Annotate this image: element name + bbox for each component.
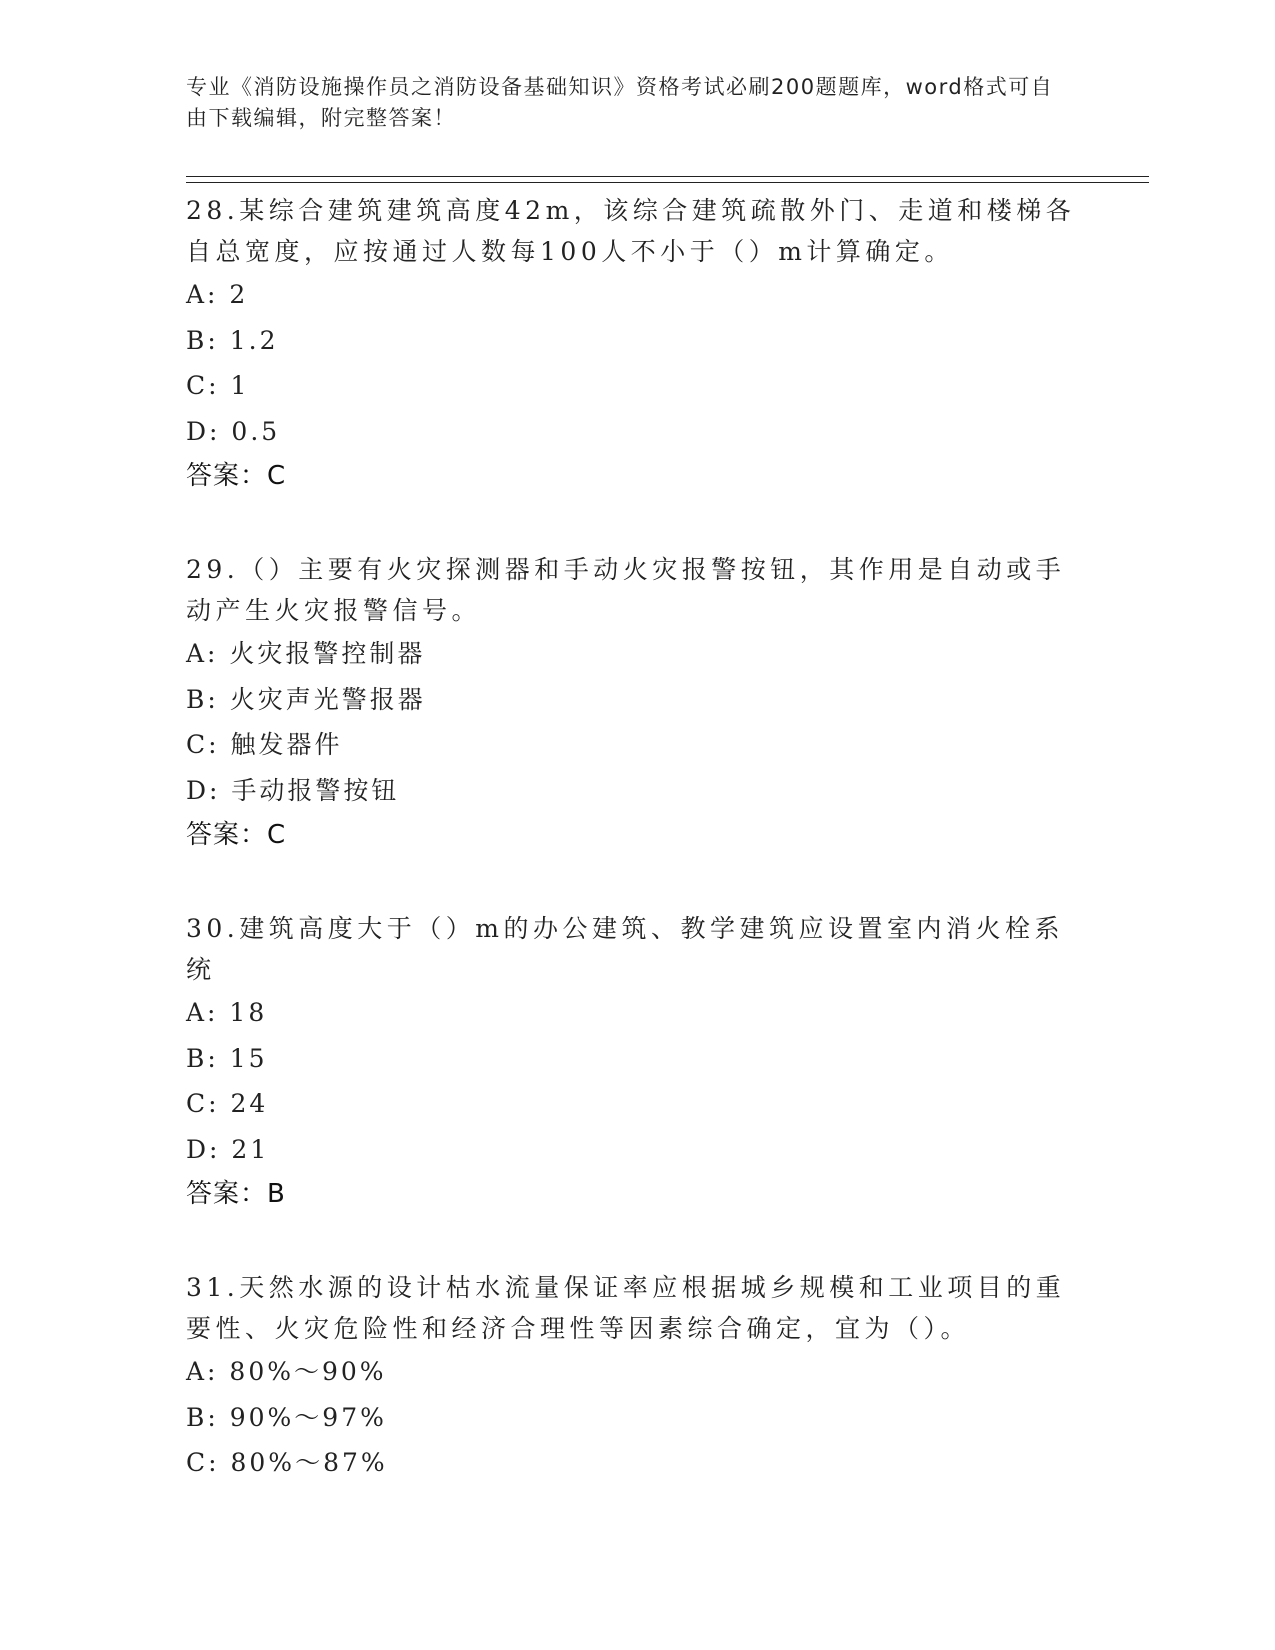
answer-label: 答案：: [186, 1179, 268, 1209]
document-header: 专业《消防设施操作员之消防设备基础知识》资格考试必刷200题题库，word格式可自由下载编辑，附完整答案！: [186, 75, 1054, 130]
answer-value: C: [267, 461, 287, 491]
option-c: C: 24: [186, 1089, 269, 1118]
question-text: 28.某综合建筑建筑高度42m，该综合建筑疏散外门、走道和楼梯各自总宽度，应按通过人数每100人不小于（）m计算确定。: [186, 196, 1076, 266]
question-text: 31.天然水源的设计枯水流量保证率应根据城乡规模和工业项目的重要性、火灾危险性和经济合理性等因素综合确定，宜为（）。: [186, 1273, 1066, 1343]
option-a: A: 80%～90%: [186, 1357, 387, 1386]
option-b: B: 15: [186, 1043, 268, 1073]
option-b: B: 90%～97%: [186, 1402, 387, 1432]
answer-label: 答案：: [186, 820, 268, 850]
option-b: B: 1.2: [186, 325, 279, 355]
question-list: [186, 190, 1086, 1536]
option-b: B: 火灾声光警报器: [186, 684, 426, 714]
answer-label: 答案：: [186, 461, 268, 491]
answer-line: [186, 454, 1086, 499]
answer-value: C: [267, 820, 287, 850]
option-a: A: 火灾报警控制器: [186, 639, 426, 668]
header-divider-top: [186, 176, 1149, 177]
option-d: D: 手动报警按钮: [186, 775, 400, 805]
answer-line: [186, 813, 1086, 858]
option-c: C: 1: [186, 371, 250, 400]
header-divider-bottom: [186, 182, 1149, 183]
question-text: 29.（）主要有火灾探测器和手动火灾报警按钮，其作用是自动或手动产生火灾报警信号。: [186, 555, 1066, 625]
option-d: D: 21: [186, 1134, 270, 1164]
option-c: C: 80%～87%: [186, 1448, 388, 1477]
question-item: [186, 908, 1086, 1217]
option-c: C: 触发器件: [186, 730, 343, 759]
option-a: A: 2: [186, 280, 249, 309]
question-item: [186, 549, 1086, 858]
question-item: [186, 1267, 1086, 1486]
answer-value: B: [267, 1179, 286, 1209]
question-text: 30.建筑高度大于（）m的办公建筑、教学建筑应设置室内消火栓系统: [186, 914, 1064, 984]
option-a: A: 18: [186, 998, 268, 1027]
option-d: D: 0.5: [186, 416, 281, 446]
question-item: [186, 190, 1086, 499]
answer-line: [186, 1172, 1086, 1217]
